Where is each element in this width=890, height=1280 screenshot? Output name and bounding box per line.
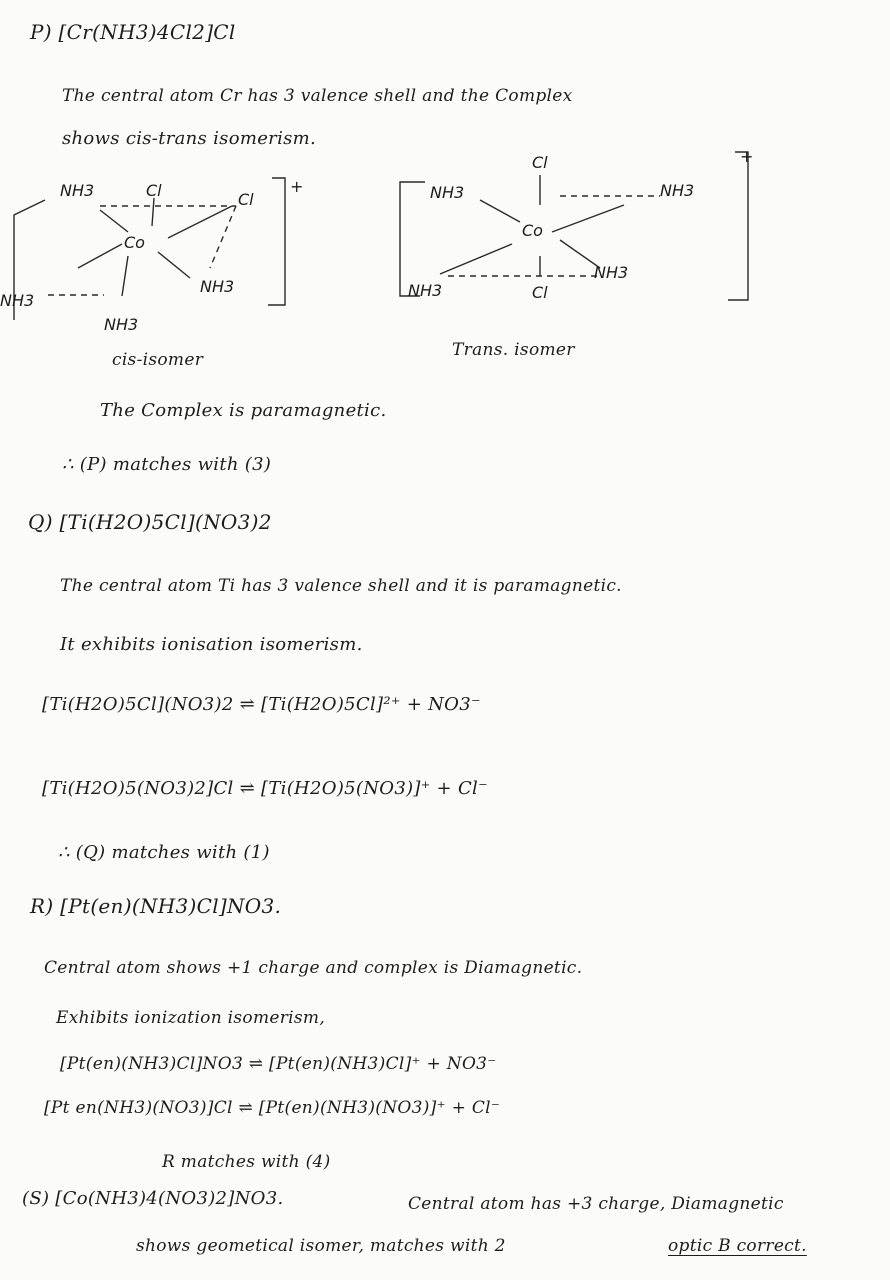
trans-isomer-label: Trans. isomer	[452, 340, 575, 360]
q-formula: Q) [Ti(H2O)5Cl](NO3)2	[28, 510, 272, 534]
cis-central-atom: Co	[124, 233, 145, 252]
cis-ligand-left: NH3	[0, 291, 35, 310]
trans-ligand-lower-left: NH3	[408, 281, 443, 300]
p-formula: P) [Cr(NH3)4Cl2]Cl	[30, 20, 236, 44]
cis-ligand-bottom-right: NH3	[200, 277, 235, 296]
p-magnetism: The Complex is paramagnetic.	[100, 400, 387, 421]
r-equation-1: [Pt(en)(NH3)Cl]NO3 ⇌ [Pt(en)(NH3)Cl]⁺ + NO3⁻	[60, 1054, 497, 1074]
q-line-2: It exhibits ionisation isomerism.	[60, 634, 363, 655]
cis-charge: +	[290, 177, 304, 196]
trans-ligand-right: NH3	[660, 181, 695, 200]
r-line-2: Exhibits ionization isomerism,	[56, 1008, 326, 1028]
cis-ligand-top-left: NH3	[60, 181, 95, 200]
q-match: ∴ (Q) matches with (1)	[58, 842, 270, 863]
trans-left-bracket	[400, 182, 425, 296]
s-line-2: shows geometical isomer, matches with 2	[136, 1236, 506, 1256]
r-match: R matches with (4)	[162, 1152, 331, 1172]
trans-ligand-top: Cl	[532, 153, 548, 172]
trans-charge: +	[740, 147, 754, 166]
p-line-1: The central atom Cr has 3 valence shell and the Complex	[62, 86, 573, 106]
trans-right-bracket	[728, 152, 748, 300]
p-match: ∴ (P) matches with (3)	[62, 454, 272, 475]
trans-ligand-upper-left: NH3	[430, 183, 465, 202]
s-answer: optic B correct.	[668, 1236, 807, 1256]
q-equation-2: [Ti(H2O)5(NO3)2]Cl ⇌ [Ti(H2O)5(NO3)]⁺ + Cl⁻	[42, 778, 488, 799]
cis-ligand-right: Cl	[238, 190, 254, 209]
s-line-1: Central atom has +3 charge, Diamagnetic	[408, 1194, 784, 1214]
trans-central-atom: Co	[522, 221, 543, 240]
trans-ligand-lower-right: NH3	[594, 263, 629, 282]
p-line-2: shows cis-trans isomerism.	[62, 128, 317, 149]
q-equation-1: [Ti(H2O)5Cl](NO3)2 ⇌ [Ti(H2O)5Cl]²⁺ + NO3⁻	[42, 694, 481, 715]
cis-isomer-label: cis-isomer	[112, 350, 204, 370]
r-formula: R) [Pt(en)(NH3)Cl]NO3.	[30, 894, 282, 918]
trans-ligand-bottom: Cl	[532, 283, 548, 302]
r-equation-2: [Pt en(NH3)(NO3)]Cl ⇌ [Pt(en)(NH3)(NO3)]⁺ + Cl⁻	[44, 1098, 501, 1118]
cis-ligand-top: Cl	[146, 181, 162, 200]
q-line-1: The central atom Ti has 3 valence shell and it is paramagnetic.	[60, 576, 622, 596]
cis-ligand-bottom: NH3	[104, 315, 139, 334]
r-line-1: Central atom shows +1 charge and complex is Diamagnetic.	[44, 958, 583, 978]
s-formula: (S) [Co(NH3)4(NO3)2]NO3.	[22, 1188, 284, 1209]
cis-right-bracket	[268, 178, 285, 305]
